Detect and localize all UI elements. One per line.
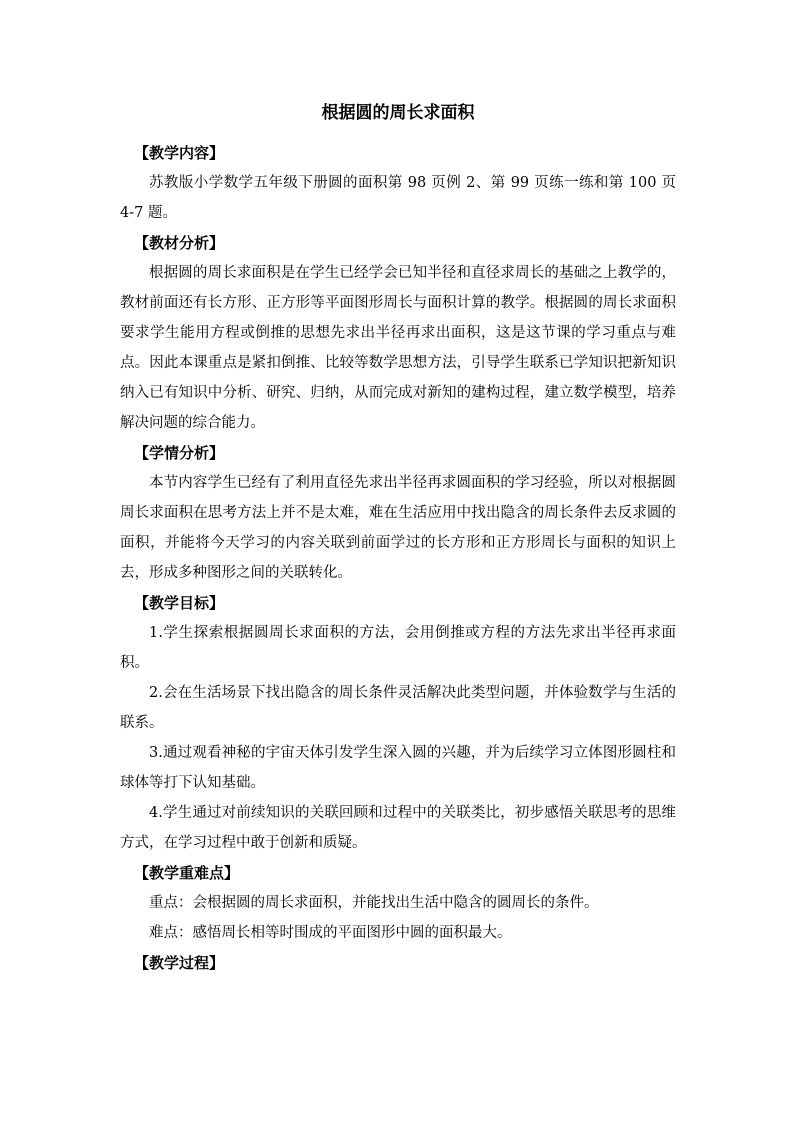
section-key-difficult-points bbox=[120, 858, 676, 948]
difficult-point: 难点：感悟周长相等时围成的平面图形中圆的面积最大。 bbox=[149, 925, 512, 941]
goal-item: 2.会在生活场景下找出隐含的周长条件灵活解决此类型问题，并体验数学与生活的联系。 bbox=[120, 685, 676, 731]
section-paragraph: 根据圆的周长求面积是在学生已经学会已知半径和直径求周长的基础之上教学的，教材前面还有长方形、正方形等平面图形周长与面积计算的教学。根据圆的周长求面积要求学生能用方程或倒推的思想先求出半径再求出面积，这是这节课的学习重点与难点。因此本课重点是紧扣倒推、比较等数学思想方法，引导学生联系已学知识把新知识纳入已有知识中分析、研究、归纳，从而完成对新知的建构过程，建立数学模型，培养解决问题的综合能力。 bbox=[120, 265, 676, 431]
document-title: 根据圆的周长求面积 bbox=[321, 103, 475, 123]
section-teaching-content bbox=[120, 138, 676, 228]
section-heading: 【教学目标】 bbox=[134, 594, 225, 612]
section-student-analysis bbox=[120, 438, 676, 588]
section-textbook-analysis bbox=[120, 228, 676, 438]
document-page bbox=[120, 100, 676, 978]
section-teaching-process bbox=[120, 948, 676, 978]
goal-item: 4.学生通过对前续知识的关联回顾和过程中的关联类比，初步感悟关联思考的思维方式，在学习过程中敢于创新和质疑。 bbox=[120, 805, 676, 851]
section-paragraph: 苏教版小学数学五年级下册圆的面积第 98 页例 2、第 99 页练一练和第 100 页 4-7 题。 bbox=[120, 175, 676, 221]
section-heading: 【教材分析】 bbox=[134, 234, 225, 252]
section-paragraph: 本节内容学生已经有了利用直径先求出半径再求圆面积的学习经验，所以对根据圆周长求面积在思考方法上并不是太难，难在生活应用中找出隐含的周长条件去反求圆的面积，并能将今天学习的内容关联到前面学过的长方形和正方形周长与面积的知识上去，形成多种图形之间的关联转化。 bbox=[120, 475, 676, 581]
key-point: 重点：会根据圆的周长求面积，并能找出生活中隐含的圆周长的条件。 bbox=[149, 895, 599, 911]
goal-item: 1.学生探索根据圆周长求面积的方法，会用倒推或方程的方法先求出半径再求面积。 bbox=[120, 625, 676, 671]
section-heading: 【教学内容】 bbox=[134, 144, 225, 162]
goal-item: 3.通过观看神秘的宇宙天体引发学生深入圆的兴趣，并为后续学习立体图形圆柱和球体等打下认知基础。 bbox=[120, 745, 676, 791]
section-heading: 【学情分析】 bbox=[134, 444, 225, 462]
section-heading: 【教学过程】 bbox=[134, 954, 225, 972]
section-teaching-goals bbox=[120, 588, 676, 858]
section-heading: 【教学重难点】 bbox=[134, 864, 240, 882]
